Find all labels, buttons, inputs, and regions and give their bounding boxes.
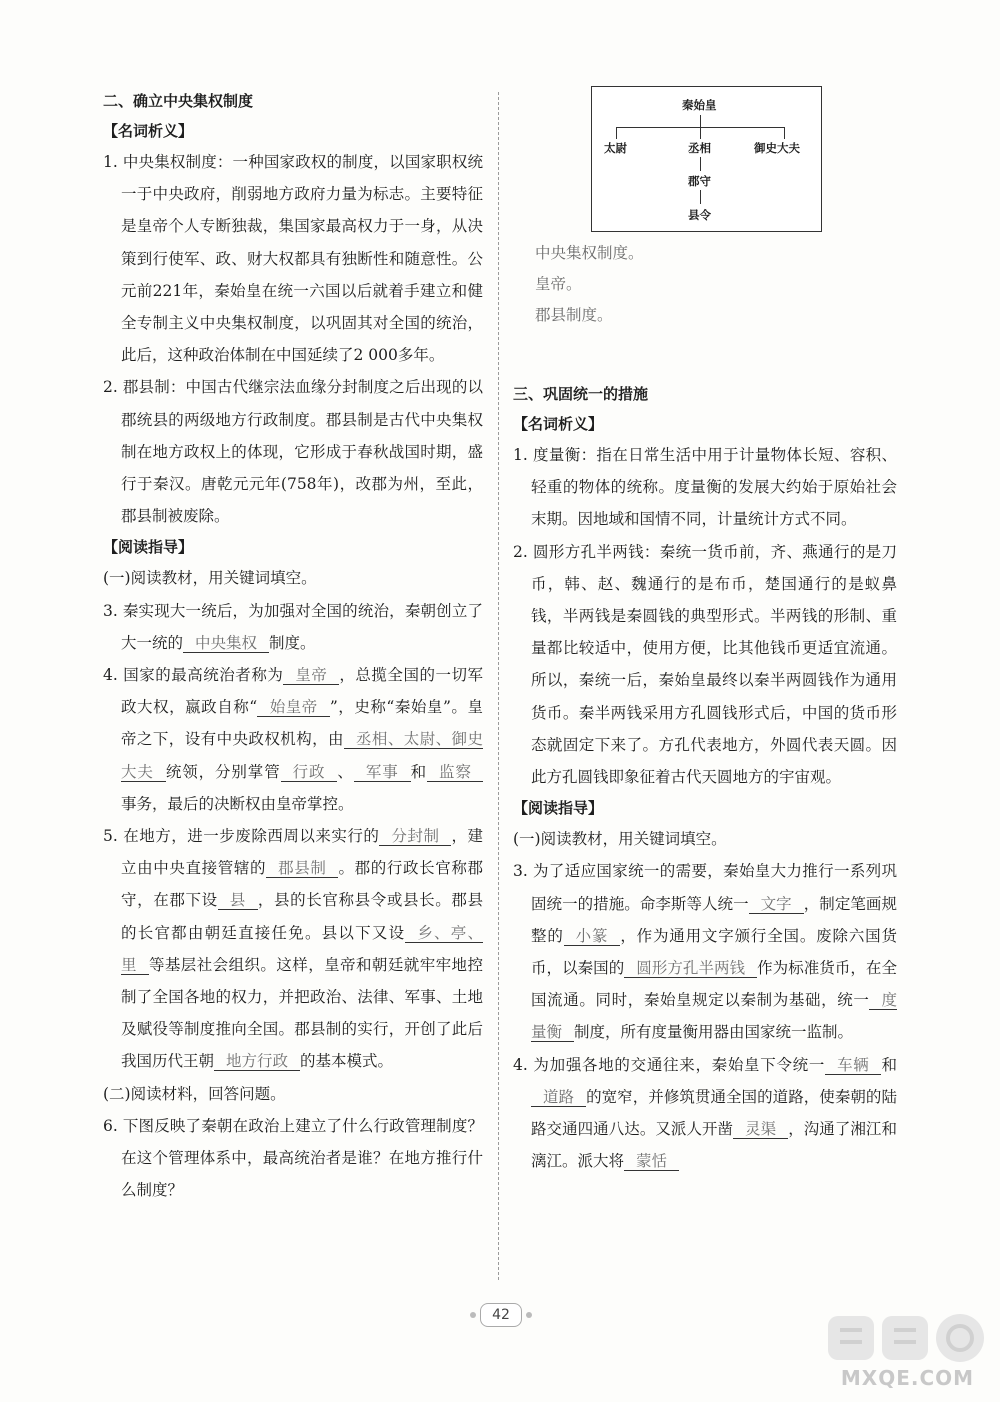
fill-blank: 度量衡 bbox=[531, 991, 897, 1042]
part-instruction: (二)阅读材料，回答问题。 bbox=[103, 1084, 286, 1103]
section-title: 三、巩固统一的措施 bbox=[513, 385, 649, 403]
part-instruction: (一)阅读教材，用关键词填空。 bbox=[103, 569, 317, 588]
fill-blank: 圆形方孔半两钱 bbox=[624, 959, 757, 978]
fill-blank: 道路 bbox=[531, 1088, 586, 1107]
fill-blank: 小篆 bbox=[564, 927, 621, 946]
chart-node-taiwei: 太尉 bbox=[604, 141, 627, 155]
part-instruction: (一)阅读教材，用关键词填空。 bbox=[513, 830, 727, 849]
chart-line bbox=[700, 190, 701, 204]
fill-blank: 始皇帝 bbox=[257, 698, 330, 717]
ornament-dot bbox=[526, 1312, 532, 1318]
question-6: 6. 下图反映了秦朝在政治上建立了什么行政管理制度？在这个管理体系中，最高统治者是谁？在地方推行什么制度？ bbox=[103, 1116, 483, 1200]
left-column bbox=[103, 86, 483, 1207]
org-chart bbox=[591, 86, 822, 232]
watermark-text: MXQE.COM bbox=[840, 1366, 975, 1390]
question-4: 4. 为加强各地的交通往来，秦始皇下令统一 车辆 和道路 的宽窄，并修筑贯通全国的道路，使秦朝的陆路交通四通八达。又派人开凿 灵渠 ，沟通了湘江和漓江。派大将 蒙恬 bbox=[513, 1055, 897, 1171]
terms-heading: 【名词析义】 bbox=[103, 122, 194, 140]
answer-line: 郡县制度。 bbox=[535, 306, 613, 324]
fill-blank: 蒙恬 bbox=[624, 1152, 679, 1171]
question-4: 4. 国家的最高统治者称为 皇帝 ，总揽全国的一切军政大权，嬴政自称“ 始皇帝 ”，史称“秦始皇”。皇帝之下，设有中央政权机构，由 丞相、太尉、御史大夫 统领，分别掌管 行政 、 军事 和 监察事务，最后的决断权由皇帝掌控。 bbox=[103, 666, 483, 813]
ornament-dot bbox=[470, 1312, 476, 1318]
fill-blank: 军事 bbox=[354, 763, 411, 782]
question-3: 3. 为了适应国家统一的需要，秦始皇大力推行一系列巩固统一的措施。命李斯等人统一 文字 ，制定笔画规整的 小篆 ，作为通用文字颁行全国。废除六国货币，以秦国的 圆形方孔半两钱 作为标准货币，在全国流通。同时，秦始皇规定以秦制为基础，统一 度量衡 制度，所有度量衡用器由国家统一监制。 bbox=[513, 862, 897, 1042]
chart-node-county-magistrate: 县令 bbox=[688, 208, 711, 222]
right-column bbox=[513, 86, 897, 1177]
section-title: 二、确立中央集权制度 bbox=[103, 92, 254, 110]
chart-line bbox=[700, 157, 701, 171]
fill-blank: 乡、亭、里 bbox=[121, 923, 483, 974]
chart-line bbox=[700, 127, 701, 139]
fill-blank: 郡县制 bbox=[266, 859, 338, 878]
fill-blank: 分封制 bbox=[379, 827, 451, 846]
terms-heading: 【名词析义】 bbox=[513, 415, 604, 433]
watermark bbox=[820, 1310, 995, 1395]
page-number-label: 42 bbox=[480, 1303, 522, 1327]
question-3: 3. 秦实现大一统后，为加强对全国的统治，秦朝创立了大一统的 中央集权 制度。 bbox=[103, 601, 483, 652]
fill-blank: 县 bbox=[218, 891, 258, 910]
chart-node-censor: 御史大夫 bbox=[754, 141, 800, 155]
answer-line: 中央集权制度。 bbox=[535, 244, 644, 262]
fill-blank: 中央集权 bbox=[183, 634, 269, 653]
fill-blank: 地方行政 bbox=[214, 1052, 300, 1071]
reading-heading: 【阅读指导】 bbox=[103, 538, 194, 557]
term-banliang-coin: 2. 圆形方孔半两钱：秦统一货币前，齐、燕通行的是刀币，韩、赵、魏通行的是布币，楚国通行的是蚁鼻钱，半两钱是秦圆钱的典型形式。半两钱的形制、重量都比较适中，使用方便，比其他钱币更适宜流通。所以，秦统一后，秦始皇最终以秦半两圆钱作为通用货币。秦半两钱采用方孔圆钱形式后，中国的货币形态就固定下来了。方孔代表地方，外圆代表天圆。因此方孔圆钱即象征着古代天圆地方的宇宙观。 bbox=[513, 542, 897, 787]
page-number bbox=[466, 1300, 536, 1330]
spacer bbox=[513, 331, 897, 379]
term-weights-measures: 1. 度量衡：指在日常生活中用于计量物体长短、容积、轻重的物体的统称。度量衡的发展大约始于原始社会末期。因地域和国情不同，计量统计方式不同。 bbox=[513, 446, 897, 529]
fill-blank: 监察 bbox=[427, 763, 483, 782]
column-divider bbox=[498, 92, 499, 1280]
chart-node-chancellor: 丞相 bbox=[688, 141, 711, 155]
reading-heading: 【阅读指导】 bbox=[513, 799, 604, 818]
question-5: 5. 在地方，进一步废除西周以来实行的 分封制 ，建立由中央直接管辖的 郡县制 。郡的行政长官称郡守，在郡下设 县 ，县的长官称县令或县长。郡县的长官都由朝廷直接任免。县以下又设 乡、亭、里 等基层社会组织。这样，皇帝和朝廷就牢牢地控制了全国各地的权力，并把政治、法律、军事、土地及赋役等制度推向全国。郡县制的实行，开创了此后我国历代王朝 地方行政 的基本模式。 bbox=[103, 827, 483, 1071]
fill-blank: 丞相、太尉、御史大夫 bbox=[121, 730, 483, 781]
watermark-logo-icon bbox=[820, 1310, 995, 1366]
chart-line bbox=[784, 127, 785, 139]
fill-blank: 皇帝 bbox=[283, 666, 339, 685]
question-6-answers bbox=[513, 238, 897, 331]
fill-blank: 行政 bbox=[281, 763, 338, 782]
fill-blank: 车辆 bbox=[825, 1056, 881, 1075]
chart-line bbox=[616, 127, 617, 139]
chart-node-junshou: 郡守 bbox=[688, 174, 711, 188]
term-centralization: 1. 中央集权制度：一种国家政权的制度，以国家职权统一于中央政府，削弱地方政府力量为标志。主要特征是皇帝个人专断独裁，集国家最高权力于一身，从决策到行使军、政、财大权都具有独断性和随意性。公元前221年，秦始皇在统一六国以后就着手建立和健全专制主义中央集权制度，以巩固其对全国的统治，此后，这种政治体制在中国延续了2 000多年。 bbox=[103, 153, 483, 365]
fill-blank: 灵渠 bbox=[733, 1120, 788, 1139]
chart-line bbox=[700, 115, 701, 127]
answer-line: 皇帝。 bbox=[535, 275, 582, 293]
chart-node-emperor: 秦始皇 bbox=[682, 98, 717, 112]
fill-blank: 文字 bbox=[749, 895, 804, 914]
term-commandery-county: 2. 郡县制：中国古代继宗法血缘分封制度之后出现的以郡统县的两级地方行政制度。郡县制是古代中央集权制在地方政权上的体现，它形成于春秋战国时期，盛行于秦汉。唐乾元元年(758年)，改郡为州，至此，郡县制被废除。 bbox=[103, 378, 483, 526]
